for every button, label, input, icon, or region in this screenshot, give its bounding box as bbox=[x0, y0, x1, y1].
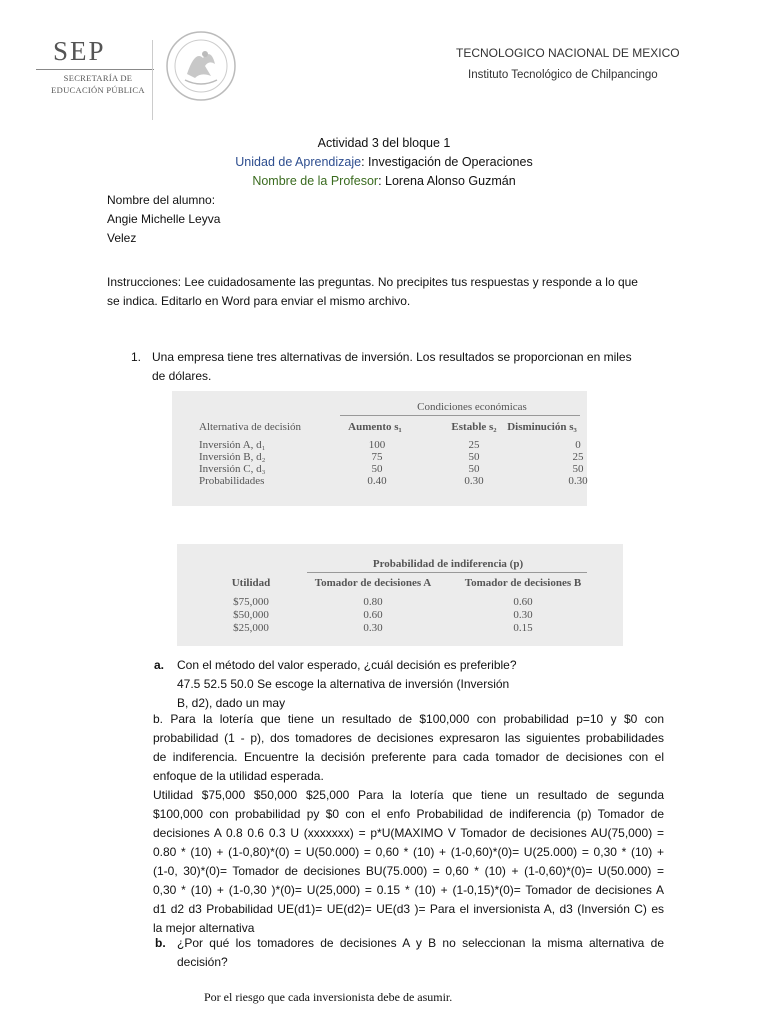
table-row: $50,000 0.60 0.30 bbox=[233, 609, 533, 621]
table1-group-rule bbox=[340, 415, 580, 416]
professor-value: : Lorena Alonso Guzmán bbox=[378, 174, 516, 188]
institute-name: Instituto Tecnológico de Chilpancingo bbox=[468, 69, 658, 81]
sep-logo bbox=[18, 36, 148, 96]
activity-title: Actividad 3 del bloque 1 bbox=[317, 136, 451, 150]
unit-line bbox=[0, 155, 768, 169]
part-a-answer-line2: B, d2), dado un may bbox=[177, 696, 286, 710]
table1-group-header: Condiciones económicas bbox=[417, 401, 527, 413]
part-b2 bbox=[177, 934, 664, 972]
table1-header-row: Alternativa de decisión Aumento s₁ Estable s₂ Disminución s₃ bbox=[199, 421, 577, 433]
question-text: Una empresa tiene tres alternativas de inversión. Los resultados se proporcionan en miles de dólares. bbox=[152, 350, 632, 383]
unit-value: : Investigación de Operaciones bbox=[361, 155, 533, 169]
student-name-line2: Velez bbox=[107, 231, 137, 245]
indifference-table bbox=[177, 544, 623, 646]
question-number: 1. bbox=[131, 350, 142, 364]
part-b2-question-line1: ¿Por qué los tomadores de decisiones A y B no seleccionan la misma alternativa de bbox=[177, 936, 664, 950]
student-label: Nombre del alumno: bbox=[107, 193, 216, 207]
institution-name: TECNOLOGICO NACIONAL DE MEXICO bbox=[456, 46, 680, 60]
part-a-marker: a. bbox=[154, 658, 165, 672]
part-b2-answer: Por el riesgo que cada inversionista debe de asumir. bbox=[204, 990, 453, 1004]
table-row: Probabilidades 0.40 0.30 0.30 bbox=[199, 475, 588, 487]
professor-label: Nombre de la Profesor bbox=[252, 174, 379, 188]
sep-logo-rule bbox=[36, 69, 154, 70]
instructions: Instrucciones: Lee cuidadosamente las preguntas. No precipites tus respuestas y responde a lo que se indica. Editarlo en Word para enviar el mismo archivo. bbox=[107, 275, 638, 308]
sep-logo-text: SEP bbox=[53, 36, 106, 66]
student-name-line1: Angie Michelle Leyva bbox=[107, 212, 221, 226]
table-row: Inversión A, d₁ 100 25 0 bbox=[199, 439, 581, 451]
part-b: b. Para la lotería que tiene un resultado de $100,000 con probabilidad p=10 y $0 con probabilidad (1 - p), dos tomadores de decisiones expresaron las siguientes probabilidades de indiferencia. Encuentre la decisión preferente para cada tomador de decisiones con el enfoque de la utilidad esperada. Utilidad $75,000 $50,000 $25,000 Para la lotería que tiene un resultado de segunda $100,000 con probabilidad py $0 con el enfo Probabilidad de indiferencia (p) Tomador de decisiones A 0.8 0.6 0.3 U (xxxxxxx) = p*U(MAXIMO V Tomador de decisiones AU(75,000) = 0.80 * (10) + (1-0,80)*(0) = U(50.000) = 0,60 * (10) + (1-0,60)*(0)= U(25.000) = 0,30 * (10) + (1-0, 30)*(0)= Tomador de decisiones BU(75.000) = 0,60 * (10) + (1-0,60)*(0)= U(50.000) = 0,30 * (10) + (1-0,30 )*(0)= U(25,000) = 0.15 * (10) + (1-0,15)*(0)= Tomador de decisiones A d1 d2 d3 Probabilidad UE(d1)= UE(d2)= UE(d3 )= Para el inversionista A, d3 (Inversión C) es la mejor alternativa bbox=[153, 712, 664, 935]
table-row: Inversión B, d₂ 75 50 25 bbox=[199, 451, 584, 463]
mexico-seal-icon bbox=[165, 30, 237, 102]
part-a bbox=[177, 656, 557, 713]
table2-group-rule bbox=[307, 572, 587, 573]
professor-line bbox=[0, 174, 768, 188]
table-row: $75,000 0.80 0.60 bbox=[233, 596, 533, 608]
table2-group-header: Probabilidad de indiferencia (p) bbox=[372, 558, 524, 570]
header-divider bbox=[152, 40, 153, 120]
part-a-answer-line1: 47.5 52.5 50.0 Se escoge la alternativa de inversión (Inversión bbox=[177, 677, 510, 691]
unit-label: Unidad de Aprendizaje bbox=[235, 155, 362, 169]
part-b2-question-line2: decisión? bbox=[177, 955, 228, 969]
sep-logo-subtitle: SECRETARÍA DE EDUCACIÓN PÚBLICA bbox=[51, 73, 145, 95]
part-b2-marker: b. bbox=[155, 936, 166, 950]
student-block bbox=[107, 191, 220, 248]
table2-header-row: Utilidad Tomador de decisiones A Tomador de decisiones B bbox=[231, 577, 582, 589]
table-row: $25,000 0.30 0.15 bbox=[233, 622, 533, 634]
part-a-question: Con el método del valor esperado, ¿cuál decisión es preferible? bbox=[177, 658, 517, 672]
payoff-table bbox=[172, 391, 587, 506]
table-row: Inversión C, d₃ 50 50 50 bbox=[199, 463, 584, 475]
